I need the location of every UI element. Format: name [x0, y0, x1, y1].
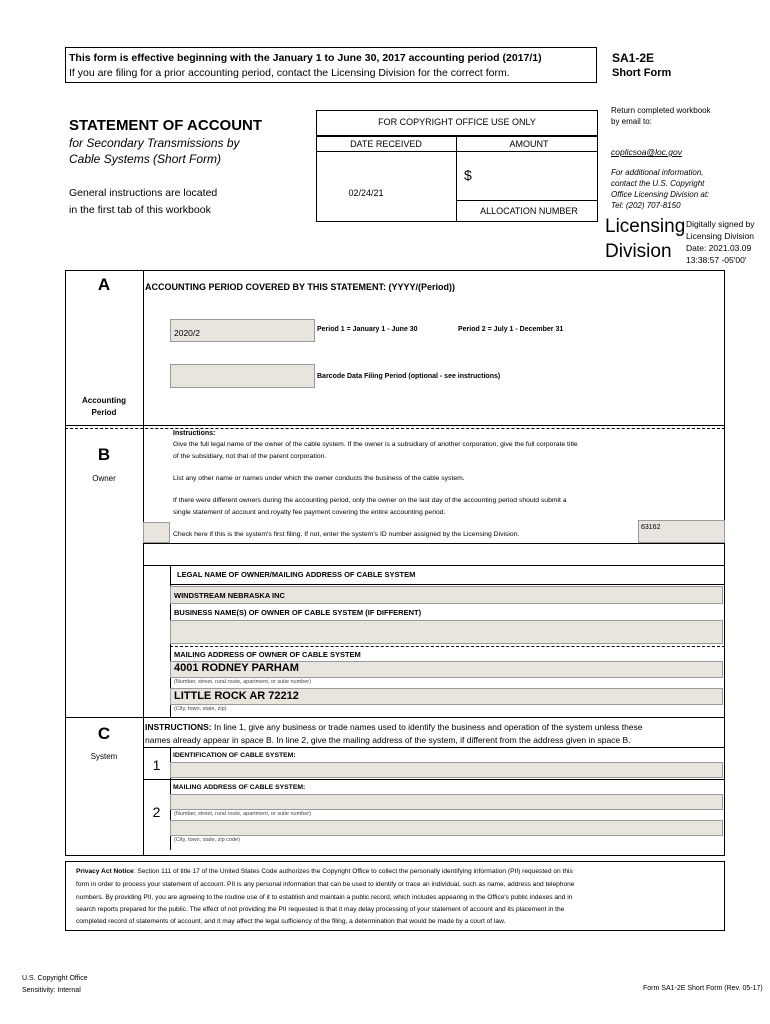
legal-name-label: LEGAL NAME OF OWNER/MAILING ADDRESS OF CABLE SYSTEM [177, 570, 416, 579]
allocation-number-label: ALLOCATION NUMBER [480, 206, 578, 216]
privacy-text-1: : Section 111 of title 17 of the United States Code authorizes the Copyright Office to collect the personally identifying information (PII) requested on this [133, 868, 573, 875]
first-filing-checkbox[interactable] [143, 522, 170, 543]
system-city-input[interactable] [170, 820, 723, 836]
space-c-line-1-number: 1 [152, 757, 161, 773]
notice-line-2: If you are filing for a prior accounting period, contact the Licensing Division for the correct form. [69, 67, 510, 79]
privacy-line-5: completed record of statements of account, and it may affect the legal sufficiency of the filing, a determination that would be made by a court of law. [76, 918, 506, 925]
street-address-hint: (Number, street, rural route, apartment, or suite number) [174, 679, 311, 685]
general-instructions-line-1: General instructions are located [69, 187, 218, 199]
privacy-line-2: form in order to process your statement of account. PII is any personal information that can be used to identify or trace an individual, such as name, address and telephone [76, 881, 575, 888]
space-b-instruction-2: List any other name or names under which the owner conducts the business of the cable system. [173, 475, 465, 482]
legal-name-value: WINDSTREAM NEBRASKA INC [174, 591, 285, 600]
notice-line-1: This form is effective beginning with the January 1 to June 30, 2017 accounting period (2017/1) [69, 52, 542, 64]
subtitle-line-1: for Secondary Transmissions by [69, 136, 240, 150]
date-received-value: 02/24/21 [348, 188, 384, 198]
email-link[interactable]: coplicsoa@loc.gov [611, 147, 682, 157]
contact-info-line-4: Tel: (202) 707-8150 [611, 201, 681, 210]
privacy-line-1 [76, 868, 573, 875]
space-b-instruction-1a: Give the full legal name of the owner of the cable system. If the owner is a subsidiary of another corporation, give the full corporate title [173, 441, 578, 448]
privacy-line-3: numbers. By providing PII, you are agreeing to the routine use of it to establish and maintain a public record, which includes appearing in the Office's public indexes and in [76, 894, 573, 901]
first-filing-label: Check here if this is the system's first filing. If not, enter the system's ID number assigned by the Licensing Division. [173, 531, 520, 538]
signature-detail-3: Date: 2021.03.09 [686, 243, 752, 253]
footer-office: U.S. Copyright Office [22, 975, 88, 982]
space-c-instructions-line-2: names already appear in space B. In line 2, give the mailing address of the system, if different from the address given in space B. [145, 735, 631, 745]
space-c-label: System [90, 752, 118, 761]
privacy-line-4: search reports prepared for the public. The effect of not providing the PII requested is that it may delay processing of your statement of account and its placement in the [76, 906, 565, 913]
space-c-letter: C [97, 724, 111, 743]
system-street-hint: (Number, street, rural route, apartment, or suite number) [174, 811, 311, 817]
space-a-label-line-2: Period [91, 408, 117, 417]
barcode-period-label: Barcode Data Filing Period (optional - see instructions) [317, 373, 501, 380]
form-type: Short Form [612, 67, 672, 79]
signature-name-line-2: Division [605, 241, 672, 262]
amount-dollar-sign: $ [464, 167, 472, 183]
accounting-period-heading: ACCOUNTING PERIOD COVERED BY THIS STATEMENT: (YYYY/(Period)) [145, 282, 456, 292]
space-b-label: Owner [92, 474, 116, 483]
contact-info-line-1: For additional information, [611, 168, 704, 177]
space-b-instruction-1b: of the subsidiary, not that of the parent corporation. [173, 453, 327, 460]
return-workbook-line-2: by email to: [611, 117, 652, 126]
mailing-address-label: MAILING ADDRESS OF OWNER OF CABLE SYSTEM [174, 650, 361, 659]
system-street-input[interactable] [170, 794, 723, 810]
system-identification-input[interactable] [170, 762, 723, 778]
amount-label: AMOUNT [509, 139, 549, 149]
space-c-instructions-line-1 [145, 722, 643, 732]
city-state-zip-hint: (City, town, state, zip) [174, 706, 227, 712]
subtitle-line-2: Cable Systems (Short Form) [69, 152, 222, 166]
footer-form-reference: Form SA1-2E Short Form (Rev. 05-17) [643, 985, 763, 992]
signature-detail-4: 13:38:57 -05'00' [686, 255, 747, 265]
general-instructions-line-2: in the first tab of this workbook [69, 204, 211, 216]
space-c-line-2-number: 2 [152, 804, 161, 820]
system-id-value: 63162 [641, 524, 661, 531]
space-a-letter: A [97, 275, 111, 294]
space-c-instructions-bold: INSTRUCTIONS: [145, 722, 212, 732]
system-city-hint: (City, town, state, zip code) [174, 837, 240, 843]
office-use-title: FOR COPYRIGHT OFFICE USE ONLY [378, 117, 536, 127]
date-received-label: DATE RECEIVED [350, 139, 422, 149]
system-mailing-address-label: MAILING ADDRESS OF CABLE SYSTEM: [173, 784, 306, 791]
signature-detail-2: Licensing Division [686, 231, 755, 241]
street-address-value: 4001 RODNEY PARHAM [174, 662, 299, 674]
business-names-label: BUSINESS NAME(S) OF OWNER OF CABLE SYSTEM (IF DIFFERENT) [174, 608, 422, 617]
city-state-zip-value: LITTLE ROCK AR 72212 [174, 690, 299, 702]
signature-name-line-1: Licensing [605, 216, 686, 237]
return-workbook-line-1: Return completed workbook [611, 106, 711, 115]
space-c-instructions-text: In line 1, give any business or trade names used to identify the business and operation of the system unless these [211, 722, 643, 732]
barcode-period-input[interactable] [170, 364, 315, 388]
page-title: STATEMENT OF ACCOUNT [69, 117, 263, 134]
system-identification-label: IDENTIFICATION OF CABLE SYSTEM: [173, 752, 296, 759]
period-1-definition: Period 1 = January 1 - June 30 [317, 326, 418, 333]
space-b-letter: B [97, 445, 111, 464]
footer-sensitivity: Sensitivity: Internal [22, 987, 81, 994]
space-b-instructions-title: Instructions: [173, 430, 216, 437]
contact-info-line-3: Office Licensing Division at: [611, 190, 710, 199]
period-2-definition: Period 2 = July 1 - December 31 [458, 326, 564, 333]
accounting-period-value: 2020/2 [174, 328, 200, 338]
space-b-instruction-3b: single statement of account and royalty fee payment covering the entire accounting period. [173, 509, 446, 516]
space-a-label-line-1: Accounting [82, 396, 126, 405]
form-code: SA1-2E [612, 51, 655, 65]
contact-info-line-2: contact the U.S. Copyright [611, 179, 705, 188]
privacy-title: Privacy Act Notice [76, 868, 134, 875]
business-names-input[interactable] [170, 620, 723, 644]
signature-detail-1: Digitally signed by [686, 219, 755, 229]
space-b-instruction-3a: If there were different owners during the accounting period, only the owner on the last day of the accounting period should submit a [173, 497, 567, 504]
